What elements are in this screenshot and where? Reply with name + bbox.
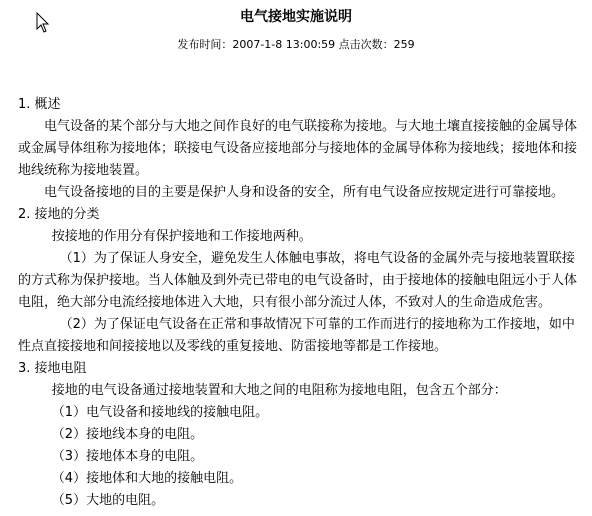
paragraph-types: 按接地的作用分有保护接地和工作接地两种。 bbox=[51, 229, 312, 244]
list-item: （5）大地的电阻。 bbox=[51, 493, 165, 508]
list-item: （1）电气设备和接地线的接触电阻。 bbox=[51, 405, 269, 420]
list-item: （4）接地体和大地的接触电阻。 bbox=[51, 471, 243, 486]
list-item: （3）接地体本身的电阻。 bbox=[51, 449, 204, 464]
paragraph-working-grounding: （2）为了保证电气设备在正常和事故情况下可靠的工作而进行的接地称为工作接地，如中性点直接接地和间接接地以及零线的重复接地、防雷接地等都是工作接地。 bbox=[18, 317, 575, 354]
section-heading-classification: 2. 接地的分类 bbox=[18, 207, 100, 222]
section-heading-overview: 1. 概述 bbox=[18, 97, 61, 112]
section-heading-resistance: 3. 接地电阻 bbox=[18, 361, 87, 376]
list-item: （2）接地线本身的电阻。 bbox=[51, 427, 204, 442]
paragraph-protective-grounding: （1）为了保证人身安全，避免发生人体触电事故，将电气设备的金属外壳与接地装置联接的方式称为保护接地。当人体触及到外壳已带电的电气设备时，由于接地体的接触电阻远小于人体电阻，绝大部分电流经接地体进入大地，只有很小部分流过人体，不致对人的生命造成危害。 bbox=[18, 251, 578, 310]
article-body bbox=[18, 94, 586, 512]
paragraph-resistance-intro: 接地的电气设备通过接地装置和大地之间的电阻称为接地电阻，包含五个部分： bbox=[51, 383, 507, 398]
article-title: 电气接地实施说明 bbox=[240, 9, 352, 25]
paragraph-definition: 电气设备的某个部分与大地之间作良好的电气联接称为接地。与大地土壤直接接触的金属导体或金属导体组称为接地体；联接电气设备应接地部分与接地体的金属导体称为接地线；接地体和接地线统称为接地装置。 bbox=[18, 119, 578, 178]
paragraph-purpose: 电气设备接地的目的主要是保护人身和设备的安全，所有电气设备应按规定进行可靠接地。 bbox=[44, 185, 565, 200]
article-meta: 发布时间：2007-1-8 13:00:59 点击次数：259 bbox=[177, 38, 415, 51]
